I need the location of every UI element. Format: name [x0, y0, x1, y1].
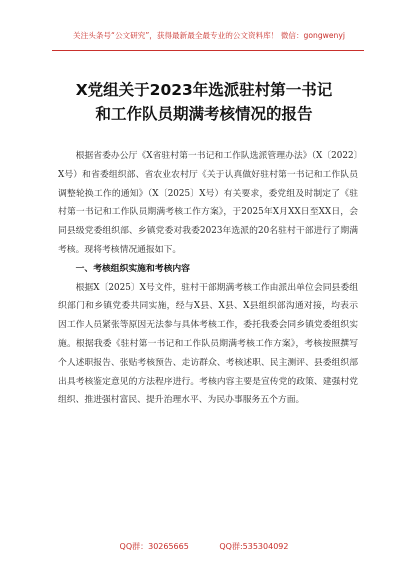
document-title — [30, 78, 378, 126]
document-body — [58, 147, 358, 410]
body-paragraph-1: 根据省委办公厅《X省驻村第一书记和工作队选派管理办法》（X〔2022〕X号）和省委组织部、省农业农村厅《关于认真做好驻村第一书记和工作队员调整轮换工作的通知》（X〔2025〕X号）有关要求，委党组及时制定了《驻村第一书记和工作队员期满考核工作方案》，于2025年X月XX日至XX日，会同县级党委组织部、乡镇党委对我委2023年选派的20名驻村干部进行了期满考核。现将考核情况通报如下。 — [58, 151, 358, 255]
document-title-line-1: X党组关于2023年选派驻村第一书记 — [75, 81, 333, 99]
footer-qq-group-2: QQ群:535304092 — [219, 542, 289, 551]
section-heading-1: 一、考核组织实施和考核内容 — [75, 263, 190, 274]
header-divider — [52, 50, 364, 51]
header-banner: 关注头条号“公文研究”，获得最新最全最专业的公文资料库！ 微信：gongwenyj — [73, 31, 345, 40]
footer-qq-group-1: QQ群：30265665 — [119, 542, 189, 551]
footer — [0, 539, 408, 555]
body-paragraph-2: 根据X〔2025〕X号文件，驻村干部期满考核工作由派出单位会同县委组织部门和乡镇党委共同实施，经与X县、X县、X县组织部沟通对接，均表示因工作人员紧张等原因无法参与具体考核工作，委托我委会同乡镇党委组织实施。根据我委《驻村第一书记和工作队员期满考核工作方案》，考核按照撰写个人述职报告、张贴考核预告、走访群众、考核述职、民主测评、县委组织部出具考核鉴定意见的方法程序进行。考核内容主要是宣传党的政策、建强村党组织、推进强村富民、提升治理水平、为民办事服务五个方面。 — [58, 282, 358, 406]
document-title-line-2: 和工作队员期满考核情况的报告 — [95, 105, 313, 123]
